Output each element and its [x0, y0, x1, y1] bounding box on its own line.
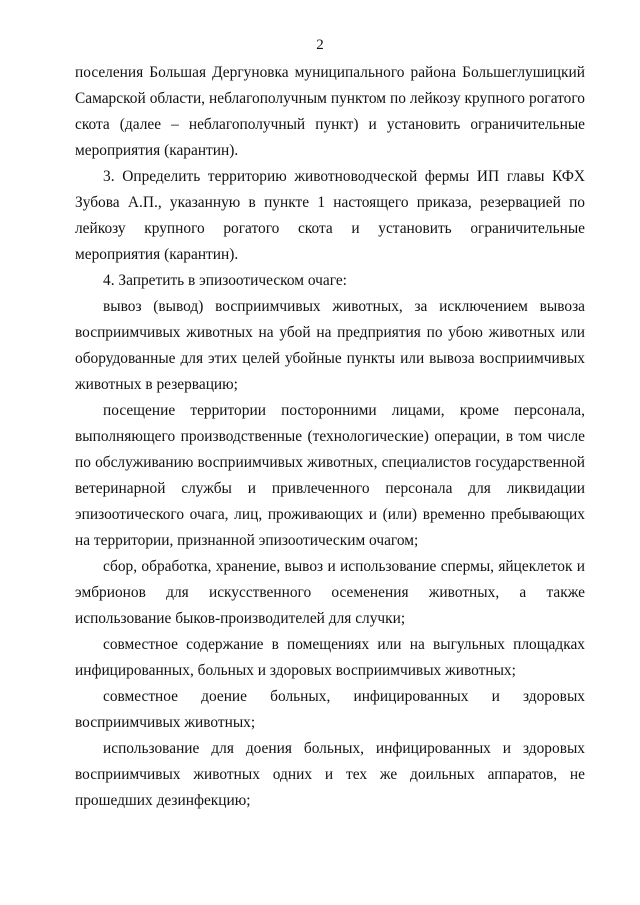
paragraph-quarantine-locality: поселения Большая Дергуновка муниципального района Большеглушицкий Самарской области, неблагополучным пунктом по лейкозу крупного рогатого скота (далее – неблагополучный пункт) и установить ограничительные мероприятия (карантин). — [75, 64, 585, 159]
paragraph-prohibition-joint-keeping: совместное содержание в помещениях или на выгульных площадках инфицированных, больных и здоровых восприимчивых животных; — [75, 636, 585, 679]
paragraph-prohibition-export: вывоз (вывод) восприимчивых животных, за исключением вывоза восприимчивых животных на убой на предприятия по убою животных или оборудованные для этих целей убойные пункты или вывоза восприимчивых животных в резервацию; — [75, 298, 585, 393]
paragraph-item-4-prohibitions: 4. Запретить в эпизоотическом очаге: — [103, 272, 347, 289]
paragraph-prohibition-visits: посещение территории посторонними лицами, кроме персонала, выполняющего производственные (технологические) операции, в том числе по обслуживанию восприимчивых животных, специалистов государственной ветеринарной службы и привлеченного персонала для ликвидации эпизоотического очага, лиц, проживающих и (или) временно пребывающих на территории, признанной эпизоотическим очагом; — [75, 402, 585, 549]
paragraph-prohibition-semen: сбор, обработка, хранение, вывоз и использование спермы, яйцеклеток и эмбрионов для искусственного осеменения животных, а также использование быков-производителей для случки; — [75, 558, 585, 627]
page-number: 2 — [316, 37, 324, 53]
document-body — [75, 60, 585, 814]
paragraph-prohibition-joint-milking: совместное доение больных, инфицированных и здоровых восприимчивых животных; — [75, 688, 585, 731]
paragraph-prohibition-milking-equipment: использование для доения больных, инфицированных и здоровых восприимчивых животных одних и тех же доильных аппаратов, не прошедших дезинфекцию; — [75, 740, 585, 809]
paragraph-item-3-reservation: 3. Определить территорию животноводческой фермы ИП главы КФХ Зубова А.П., указанную в пункте 1 настоящего приказа, резервацией по лейкозу крупного рогатого скота и установить ограничительные мероприятия (карантин). — [75, 168, 585, 263]
